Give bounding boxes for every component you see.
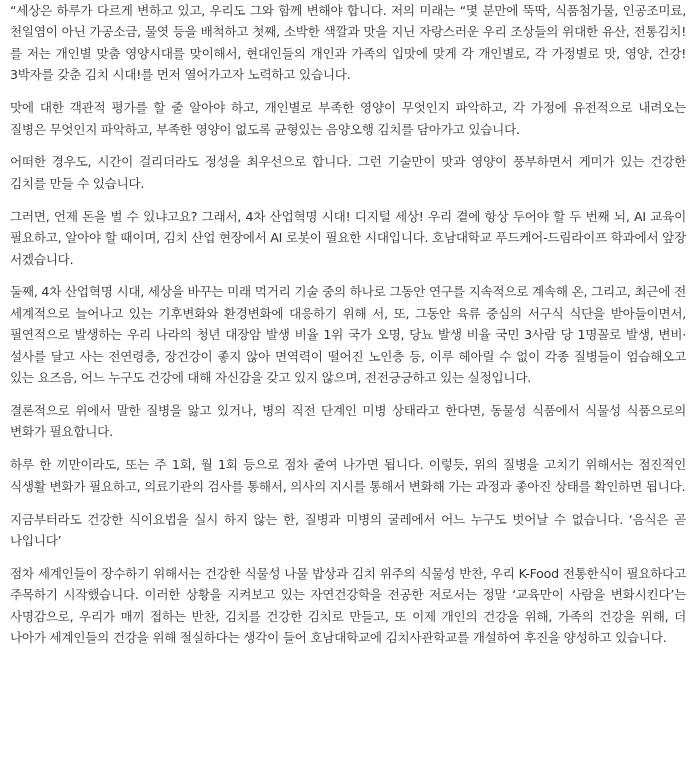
- paragraph-1: “세상은 하루가 다르게 변하고 있고, 우리도 그와 함께 변해야 합니다. 저의 미래는 “몇 분만에 뚝딱, 식품첨가물, 인공조미료, 천일염이 아닌 가공소금, 물엿 등을 배척하고 첫째, 소박한 색깔과 맛을 지닌 자랑스러운 우리 조상들의 위대한 유산, 전통김치!를 저는 개인별 맞춤 영양시대를 맞이해서, 현대인들의 개인과 가족의 입맛에 맞게 각 개인별로, 각 가정별로 맛, 영양, 건강! 3박자를 갖춘 김치 시대!를 먼저 열어가고자 노력하고 있습니다.: [10, 3, 686, 83]
- paragraph-3: 어떠한 경우도, 시간이 걸리더라도 정성을 최우선으로 합니다. 그런 기술만이 맛과 영양이 풍부하면서 게미가 있는 건강한 김치를 만들 수 있습니다.: [10, 154, 686, 191]
- paragraph-4: 그러면, 언제 돈을 벌 수 있냐고요? 그래서, 4차 산업혁명 시대! 디지털 세상! 우리 곁에 항상 두어야 할 두 번째 뇌, AI 교육이 필요하고, 알아야 할 때이며, 김치 산업 현장에서 AI 로봇이 필요한 시대입니다. 호남대학교 푸드케어-드림라이프 학과에서 앞장 서겠습니다.: [10, 208, 686, 267]
- paragraph-5: 둘째, 4차 산업혁명 시대, 세상을 바꾸는 미래 먹거리 기술 중의 하나로 그동안 연구를 지속적으로 계속해 온, 그리고, 최근에 전 세계적으로 늘어나고 있는 기후변화와 환경변화에 대응하기 위해 서, 또, 그동안 육류 중심의 서구식 식단을 받아들이면서, 필연적으로 발생하는 우리 나라의 청년 대장암 발생 비율 1위 국가 오명, 당뇨 발생 비율 국민 3사람 당 1명꼴로 발생, 변비·설사를 달고 사는 전연령층, 장건강이 좋지 않아 면역력이 떨어진 노인층 등, 이루 헤아릴 수 없이 각종 질병들이 엄습해오고 있는 요즈음, 어느 누구도 건강에 대해 자신감을 갖고 있지 않으며, 전전긍긍하고 있는 실정입니다.: [10, 284, 686, 386]
- article-body: [10, 0, 686, 660]
- paragraph-2: 맛에 대한 객관적 평가를 할 줄 알아야 하고, 개인별로 부족한 영양이 무엇인지 파악하고, 각 가정에 유전적으로 내려오는 질병은 무엇인지 파악하고, 부족한 영양이 없도록 균형있는 음양오행 김치를 담아가고 있습니다.: [10, 100, 686, 137]
- paragraph-7: 하루 한 끼만이라도, 또는 주 1회, 월 1회 등으로 점차 줄여 나가면 됩니다. 이렇듯, 위의 질병을 고치기 위해서는 점진적인 식생활 변화가 필요하고, 의료기관의 검사를 통해서, 의사의 지시를 통해서 변화해 가는 과정과 좋아진 상태를 확인하면 됩니다.: [10, 457, 686, 494]
- paragraph-6: 결론적으로 위에서 말한 질병을 앓고 있거나, 병의 직전 단계인 미병 상태라고 한다면, 동물성 식품에서 식물성 식품으로의 변화가 필요합니다.: [10, 403, 686, 440]
- paragraph-9: 점차 세계인들이 장수하기 위해서는 건강한 식물성 나물 밥상과 김치 위주의 식물성 반찬, 우리 K-Food 전통한식이 필요하다고 주목하기 시작했습니다. 이러한 상황을 지켜보고 있는 자연건강학을 전공한 저로서는 정말 ‘교육만이 사람을 변화시킨다’는 사명감으로, 우리가 매끼 접하는 반찬, 김치를 건강한 김치로 만들고, 또 이제 개인의 건강을 위해, 가족의 건강을 위해, 더 나아가 세계인들의 건강을 위해 절실하다는 생각이 들어 호남대학교에 김치사관학교를 개설하여 후진을 양성하고 있습니다.: [10, 565, 686, 646]
- paragraph-8: 지금부터라도 건강한 식이요법을 실시 하지 않는 한, 질병과 미병의 굴레에서 어느 누구도 벗어날 수 없습니다. ‘음식은 곧 나입니다’: [10, 511, 686, 549]
